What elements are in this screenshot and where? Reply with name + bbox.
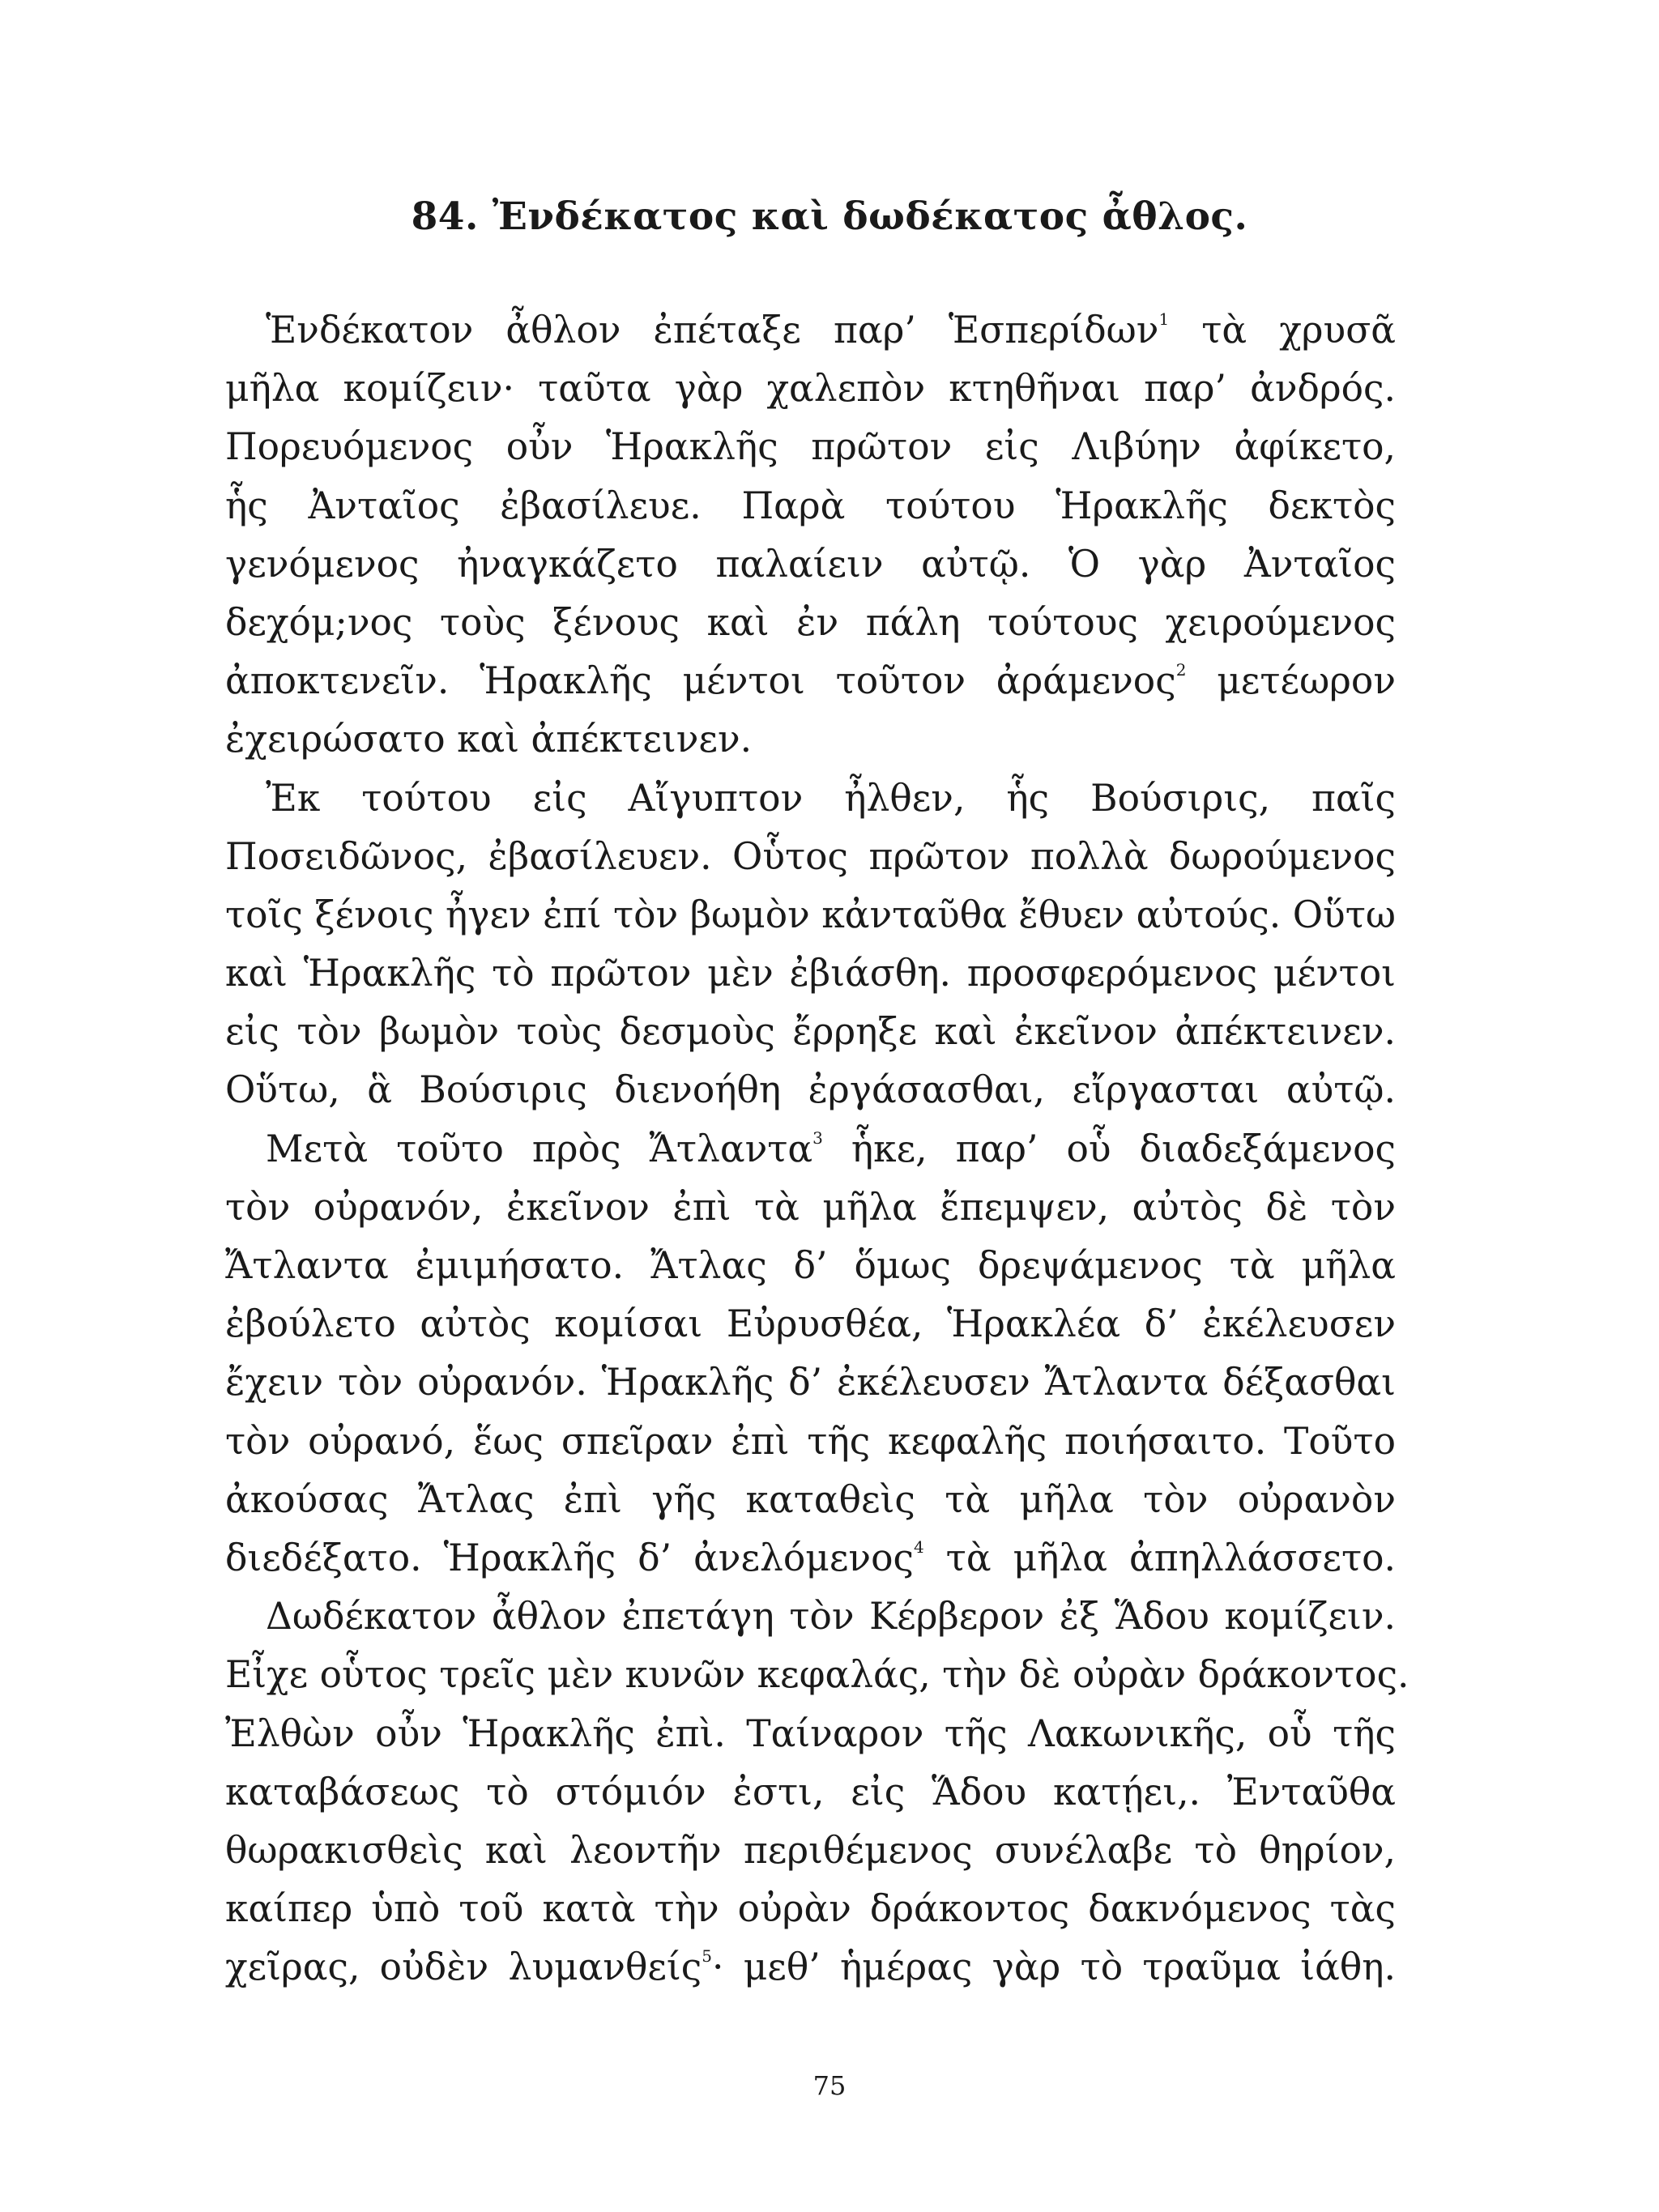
footnote-marker: 2 <box>1175 660 1187 680</box>
text-line: δεχόμ;νος τοὺς ξένους καὶ ἐν πάλη τούτους χειρούμενος <box>225 600 1396 644</box>
text-line: ἐβούλετο αὐτὸς κομίσαι Εὐρυσθέα, Ἡρακλέα δ’ ἐκέλευσεν <box>225 1302 1396 1346</box>
text-line: Ἑνδέκατον ἆθλον ἐπέταξε παρ’ Ἑσπερίδων$^1$ τὰ χρυσᾶ <box>266 309 1396 352</box>
text-line: ἐχειρώσατο καὶ ἀπέκτεινεν. <box>225 718 753 761</box>
text-line: Ἄτλαντα ἐμιμήσατο. Ἄτλας δ’ ὅμως δρεψάμενος τὰ μῆλα <box>225 1244 1396 1287</box>
footnote-marker: 4 <box>913 1536 924 1557</box>
page-number: 75 <box>812 2070 847 2101</box>
text-line: διεδέξατο. Ἡρακλῆς δ’ ἀνελόμενος$^4$ τὰ μῆλα ἀπηλλάσσετο. <box>225 1536 1396 1579</box>
text-line: ἀποκτενεῖν. Ἡρακλῆς μέντοι τοῦτον ἀράμενος$^2$ μετέωρον <box>225 659 1396 703</box>
text-line: Ἐκ τούτου εἰς Αἴγυπτον ἦλθεν, ἧς Βούσιρις, παῖς <box>266 776 1396 820</box>
footnote-marker: 1 <box>1158 309 1170 329</box>
text-line: Πορευόμενος οὖν Ἡρακλῆς πρῶτον εἰς Λιβύην ἀφίκετο, <box>225 425 1396 469</box>
text-line: τὸν οὐρανό, ἕως σπεῖραν ἐπὶ τῆς κεφαλῆς ποιήσαιτο. Τοῦτο <box>225 1419 1396 1463</box>
text-line: ἧς Ἀνταῖος ἐβασίλευε. Παρὰ τούτου Ἡρακλῆς δεκτὸς <box>225 484 1396 527</box>
text-line: Εἶχε οὗτος τρεῖς μὲν κυνῶν κεφαλάς, τὴν δὲ οὐρὰν δράκοντος. <box>225 1653 1410 1697</box>
footnote-marker: 5 <box>702 1946 712 1967</box>
text-line: ἀκούσας Ἄτλας ἐπὶ γῆς καταθεὶς τὰ μῆλα τὸν οὐρανὸν <box>225 1477 1396 1521</box>
text-line: ἔχειν τὸν οὐρανόν. Ἡρακλῆς δ’ ἐκέλευσεν Ἄτλαντα δέξασθαι <box>225 1361 1396 1404</box>
footnote-marker: 3 <box>812 1127 823 1148</box>
text-line: Δωδέκατον ἆθλον ἐπετάγη τὸν Κέρβερον ἐξ Ἅδου κομίζειν. <box>266 1595 1396 1639</box>
text-line: θωρακισθεὶς καὶ λεοντῆν περιθέμενος συνέλαβε τὸ θηρίον, <box>225 1828 1396 1872</box>
text-line: Οὕτω, ἃ Βούσιρις διενοήθη ἐργάσασθαι, εἴργασται αὐτῷ. <box>225 1068 1396 1112</box>
text-line: μῆλα κομίζειν· ταῦτα γὰρ χαλεπὸν κτηθῆναι παρ’ ἀνδρός. <box>225 367 1396 411</box>
section-heading: 84. Ἐνδέκατος καὶ δωδέκατος ἆθλος. <box>411 194 1248 239</box>
body-text <box>225 301 1410 1997</box>
text-line: καὶ Ἡρακλῆς τὸ πρῶτον μὲν ἐβιάσθη. προσφερόμενος μέντοι <box>225 952 1396 995</box>
text-line: Ἐλθὼν οὖν Ἡρακλῆς ἐπὶ. Ταίναρον τῆς Λακωνικῆς, οὗ τῆς <box>225 1711 1396 1755</box>
text-line: χεῖρας, οὐδὲν λυμανθείς$^5$· μεθ’ ἡμέρας γὰρ τὸ τραῦμα ἰάθη. <box>225 1946 1396 1989</box>
text-line: τοῖς ξένοις ἦγεν ἐπί τὸν βωμὸν κἀνταῦθα ἔθυεν αὐτούς. Οὕτω <box>225 893 1396 936</box>
text-line: Μετὰ τοῦτο πρὸς Ἄτλαντα$^3$ ἧκε, παρ’ οὗ διαδεξάμενος <box>266 1127 1396 1170</box>
text-line: γενόμενος ἠναγκάζετο παλαίειν αὐτῷ. Ὁ γὰρ Ἀνταῖος <box>225 542 1396 586</box>
text-line: Ποσειδῶνος, ἐβασίλευεν. Οὗτος πρῶτον πολλὰ δωρούμενος <box>225 834 1396 878</box>
text-line: καίπερ ὑπὸ τοῦ κατὰ τὴν οὐρὰν δράκοντος δακνόμενος τὰς <box>225 1887 1396 1931</box>
text-line: τὸν οὐρανόν, ἐκεῖνον ἐπὶ τὰ μῆλα ἔπεμψεν, αὐτὸς δὲ τὸν <box>225 1185 1396 1229</box>
text-line: εἰς τὸν βωμὸν τοὺς δεσμοὺς ἔρρηξε καὶ ἐκεῖνον ἀπέκτεινεν. <box>225 1010 1396 1054</box>
text-line: καταβάσεως τὸ στόμιόν ἐστι, εἰς Ἅδου κατῄει,. Ἐνταῦθα <box>225 1770 1396 1813</box>
